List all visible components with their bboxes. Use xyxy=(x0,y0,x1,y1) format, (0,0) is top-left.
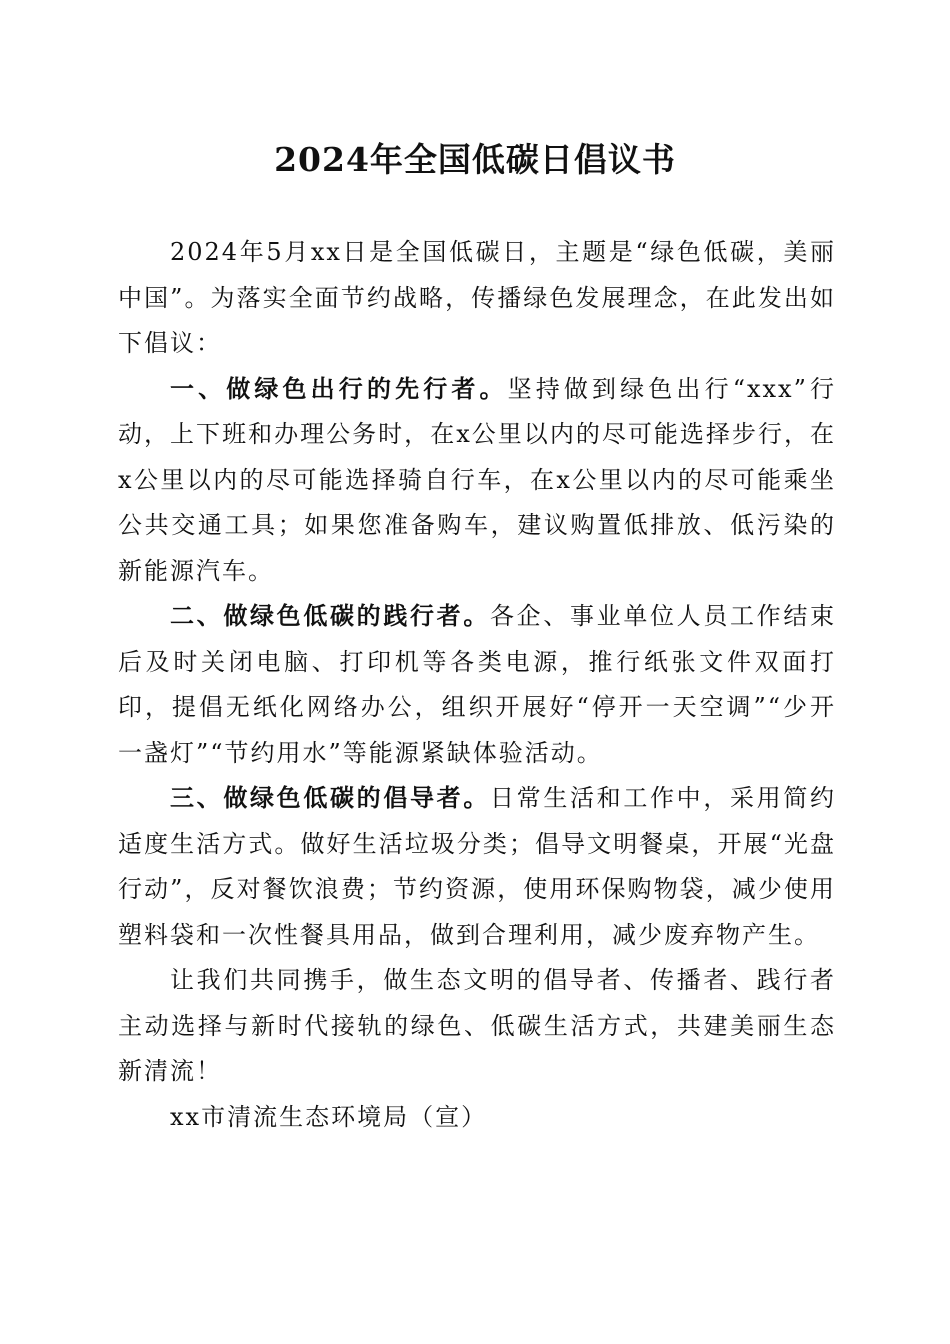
initiative-text-2: 各企、事业单位人员工作结束后及时关闭电脑、打印机等各类电源，推行纸张文件双面打印，提倡无纸化网络办公，组织开展好“停开一天空调”“少开一盏灯”“节约用水”等能源紧缺体验活动。 xyxy=(118,602,836,767)
initiative-item-2 xyxy=(118,594,836,776)
document-body xyxy=(118,230,836,1140)
document-title: 2024年全国低碳日倡议书 xyxy=(274,140,676,179)
initiative-item-3 xyxy=(118,776,836,958)
closing-paragraph: 让我们共同携手，做生态文明的倡导者、传播者、践行者主动选择与新时代接轨的绿色、低碳生活方式，共建美丽生态新清流！ xyxy=(118,966,836,1085)
initiative-heading-1: 一、做绿色出行的先行者。 xyxy=(170,374,508,403)
initiative-text-3: 日常生活和工作中，采用简约适度生活方式。做好生活垃圾分类；倡导文明餐桌，开展“光盘行动”，反对餐饮浪费；节约资源，使用环保购物袋，减少使用塑料袋和一次性餐具用品，做到合理利用，减少废弃物产生。 xyxy=(118,784,836,949)
initiative-text-1: 坚持做到绿色出行“xxx”行动，上下班和办理公务时，在x公里以内的尽可能选择步行，在x公里以内的尽可能选择骑自行车，在x公里以内的尽可能乘坐公共交通工具；如果您准备购车，建议购置低排放、低污染的新能源汽车。 xyxy=(118,374,836,585)
signature: xx市清流生态环境局（宣） xyxy=(170,1102,488,1131)
initiative-heading-3: 三、做绿色低碳的倡导者。 xyxy=(170,784,490,812)
initiative-heading-2: 二、做绿色低碳的践行者。 xyxy=(170,602,490,630)
intro-paragraph: 2024年5月xx日是全国低碳日，主题是“绿色低碳，美丽中国”。为落实全面节约战略，传播绿色发展理念，在此发出如下倡议： xyxy=(118,238,836,357)
initiative-item-1 xyxy=(118,367,836,595)
